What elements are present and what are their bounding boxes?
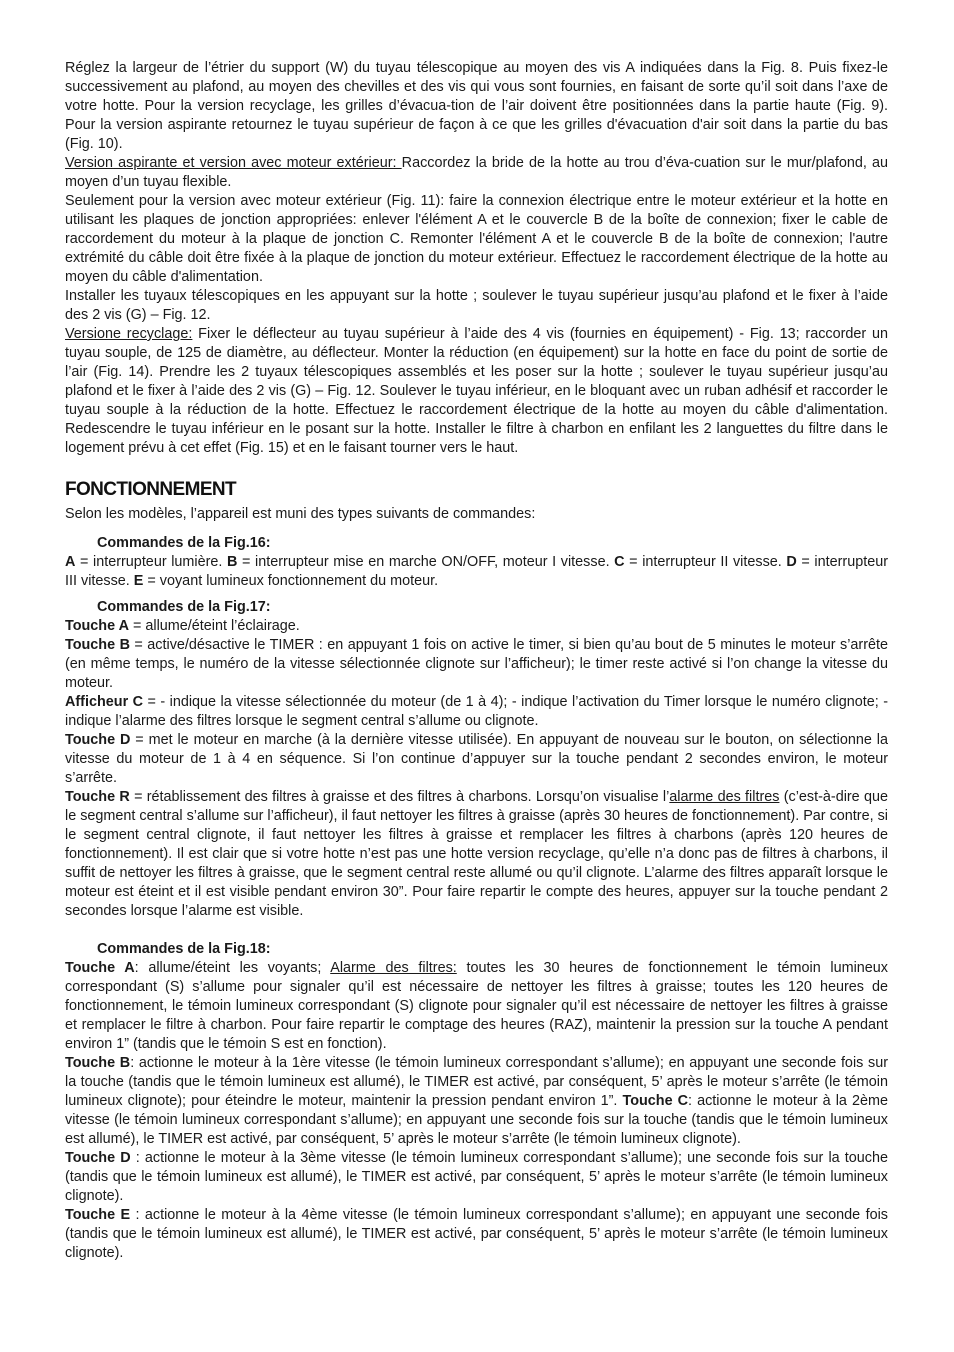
fig18-item-b <box>65 1054 888 1149</box>
fig17-key-a: Touche A <box>65 618 129 634</box>
fig16-text-d: = interrupteur III vitesse. <box>65 554 889 589</box>
fig16-key-a: A <box>65 554 76 570</box>
fig17-text-a: = allume/éteint l’éclairage. <box>128 618 300 634</box>
fig18-text-a-1: : allume/éteint les voyants; <box>134 960 331 976</box>
install-paragraph-1: Réglez la largeur de l’étrier du support (W) du tuyau télescopique au moyen des vis A indiquées dans la Fig. 8. Puis fixez-le successivement au plafond, au moyen des chevilles et des vis qui vous sont fournies, en faisant de sorte qu’il soit dans l’axe de votre hotte. Pour la version recyclage, les grilles d’évacua-tion de l’air doivent être positionnées dans la partie haute (Fig. 9). Pour la version aspirante retournez le tuyau supérieur de façon à ce que les grilles d'évacuation d'air soit dans la partie du bas (Fig. 10). <box>65 60 888 152</box>
install-paragraph-5-text: Fixer le déflecteur au tuyau supérieur à l’aide des 4 vis (fournies en équipement) - Fig. 13; raccorder un tuyau souple, de 125 de diamètre, au déflecteur. Monter la réduction (en équipement) sur la hotte en face du point de sortie de l’air (Fig. 14). Prendre les 2 tuyaux télescopiques assemblés et les poser sur la hotte ; soulever le tuyau supérieur jusqu’au plafond et le fixer à l’aide des 2 vis (G) – Fig. 12. Soulever le tuyau inférieur, en le bloquant avec un ruban adhésif et raccorder le tuyau souple à la réduction de la hotte. Effectuez le raccordement électrique de la hotte au moyen du câble d'alimentation. Redescendre le tuyau inférieur en le posant sur la hotte. Installer le filtre à charbon en enfilant les 2 languettes du filtre dans le logement prévu à cet effet (Fig. 15) et en le faisant tourner vers le haut. <box>65 326 888 456</box>
install-paragraph-2-text: Raccordez la bride de la hotte au trou d’éva-cuation sur le mur/plafond, au moyen d’un tuyau flexible. <box>65 155 889 190</box>
fig18-item-a <box>65 959 888 1054</box>
fig17-item-d <box>65 731 888 788</box>
fig18-key-a: Touche A <box>65 960 135 976</box>
fig17-key-c: Afficheur C <box>65 694 144 710</box>
fig18-key-d: Touche D <box>65 1150 131 1166</box>
fig17-item-c <box>65 693 888 731</box>
section-title-fonctionnement: FONCTIONNEMENT <box>65 479 237 500</box>
fig18-text-a-2: toutes les 30 heures de fonctionnement le témoin lumineux correspondant (S) s’allume pour signaler qu’il est nécessaire de nettoyer les filtres à graisse; toutes les 120 heures de fonctionnement, le témoin lumineux correspondant (S) clignote pour signaler qu’il est nécessaire de nettoyer les filtres à graisse et remplacer le filtre à charbon. Pour faire repartir le comptage des heures (RAZ), maintenir la pression sur la touche A pendant environ 1” (tandis que le témoin S est en fonction). <box>65 960 889 1052</box>
fig16-controls <box>65 553 888 591</box>
fig16-text-a: = interrupteur lumière. <box>75 554 228 570</box>
fig17-key-d: Touche D <box>65 732 131 748</box>
fig16-heading: Commandes de la Fig.16: <box>97 535 271 551</box>
fig17-key-b: Touche B <box>65 637 130 653</box>
fig17-text-r-1: = rétablissement des filtres à graisse et des filtres à charbons. Lorsqu’on visualise l’ <box>129 789 670 805</box>
fonctionnement-intro: Selon les modèles, l’appareil est muni des types suivants de commandes: <box>65 506 536 522</box>
fig18-text-a-underlined: Alarme des filtres: <box>330 960 457 976</box>
fig17-text-b: = active/désactive le TIMER : en appuyant 1 fois on active le timer, si bien qu’au bout de 5 minutes le moteur s’arrête (en même temps, le numéro de la vitesse sélectionnée clignote sur l’afficheur); le timer reste activé si l’on change la vitesse du moteur. <box>65 637 888 691</box>
install-paragraph-4: Installer les tuyaux télescopiques en les appuyant sur la hotte ; soulever le tuyau supérieur jusqu’au plafond et le fixer à l’aide des 2 vis (G) – Fig. 12. <box>65 288 888 323</box>
fig17-text-c: = - indique la vitesse sélectionnée du moteur (de 1 à 4); - indique l’activation du Timer lorsque le numéro clignote; - indique l’alarme des filtres lorsque le segment central s’allume ou clignote. <box>65 694 889 729</box>
fig17-text-d: = met le moteur en marche (à la dernière vitesse utilisée). En appuyant de nouveau sur le bouton, on sélectionne la vitesse du moteur de 1 à 4 en séquence. Si l’on continue d’appuyer sur la touche pendant 2 secondes environ, le moteur s’arrête. <box>65 732 888 786</box>
fig16-key-d: D <box>786 554 797 570</box>
fig17-text-r-underlined: alarme des filtres <box>669 789 780 805</box>
install-paragraph-5 <box>65 325 888 458</box>
fig16-text-b: = interrupteur mise en marche ON/OFF, moteur I vitesse. <box>237 554 615 570</box>
fig18-text-e: : actionne le moteur à la 4ème vitesse (le témoin lumineux correspondant s’allume); en appuyant une seconde fois (tandis que le témoin lumineux est allumé), le TIMER est activé, par conséquent, 5’ après le moteur s’arrête (le témoin lumineux clignote). <box>65 1207 888 1261</box>
fig18-text-c: : actionne le moteur à la 2ème vitesse (le témoin lumineux correspondant s’allume); en appuyant une seconde fois sur la touche (tandis que le témoin lumineux est allumé), le TIMER est activé, par conséquent, 5’ après le moteur s’arrête (le témoin lumineux clignote). <box>65 1093 888 1147</box>
fig17-item-a <box>65 617 888 636</box>
fig16-key-b: B <box>227 554 238 570</box>
fig18-key-e: Touche E <box>65 1207 131 1223</box>
fig16-text-c: = interrupteur II vitesse. <box>624 554 787 570</box>
fig18-heading: Commandes de la Fig.18: <box>97 941 271 957</box>
fig18-text-d: : actionne le moteur à la 3ème vitesse (le témoin lumineux correspondant s’allume); une seconde fois sur la touche (tandis que le témoin lumineux est allumé), le TIMER est activé, par conséquent, 5’ après le moteur s’arrête (le témoin lumineux clignote). <box>65 1150 888 1204</box>
fig16-text-e: = voyant lumineux fonctionnement du moteur. <box>143 573 439 589</box>
install-paragraph-2 <box>65 154 888 192</box>
fig17-heading: Commandes de la Fig.17: <box>97 599 271 615</box>
fig17-item-r <box>65 788 888 921</box>
fig18-item-e <box>65 1206 888 1263</box>
install-paragraph-5-label: Versione recyclage: <box>65 326 193 342</box>
fig16-key-c: C <box>614 554 625 570</box>
install-paragraph-3: Seulement pour la version avec moteur extérieur (Fig. 11): faire la connexion électrique entre le moteur extérieur et la hotte en utilisant les plaques de jonction appropriées: enlever l'élément A et le couvercle B de la boîte de connexion; fixer le cable de raccordement du moteur à la plaque de jonction C. Remonter l'élément A et le couvercle B de la boîte de connexion; l'autre extrémité du câble doit être fixée à la plaque de jonction du moteur extérieur. Effectuez le raccordement électrique de la hotte au moyen du câble d'alimentation. <box>65 193 888 285</box>
fig17-text-r-2: (c’est-à-dire que le segment central s’allume sur l’afficheur), il faut nettoyer les filtres à graisse (après 30 heures de fonctionnement). Par contre, si le segment central clignote, il faut nettoyer les filtres à graisse et remplacer les filtres à charbons (après 120 heures de fonctionnement). Il est clair que si votre hotte n’est pas une hotte version recyclage, qu’elle n’a donc pas de filtres à charbons, il suffit de nettoyer les filtres à graisse, que le segment central reste allumé ou qu’il clignote. L’alarme des filtres apparaît lorsque le moteur est éteint et il est visible pendant environ 30”. Pour faire repartir le compte des heures, appuyer sur la touche pendant 2 secondes lorsque l’alarme est visible. <box>65 789 888 919</box>
install-paragraph-2-label: Version aspirante et version avec moteur extérieur: <box>65 155 402 171</box>
fig17-key-r: Touche R <box>65 789 130 805</box>
fig18-item-d <box>65 1149 888 1206</box>
fig18-key-b: Touche B <box>65 1055 131 1071</box>
fig16-key-e: E <box>133 573 144 589</box>
fig17-item-b <box>65 636 888 693</box>
fig18-text-b: : actionne le moteur à la 1ère vitesse (le témoin lumineux correspondant s’allume); en appuyant une seconde fois sur la touche (tandis que le témoin lumineux est allumé), le TIMER est activé, par conséquent, 5’ après le moteur s’arrête (le témoin lumineux clignote); pour éteindre le moteur, maintenir la pression pendant environ 1”. <box>65 1055 889 1109</box>
fig18-key-c: Touche C <box>622 1093 689 1109</box>
